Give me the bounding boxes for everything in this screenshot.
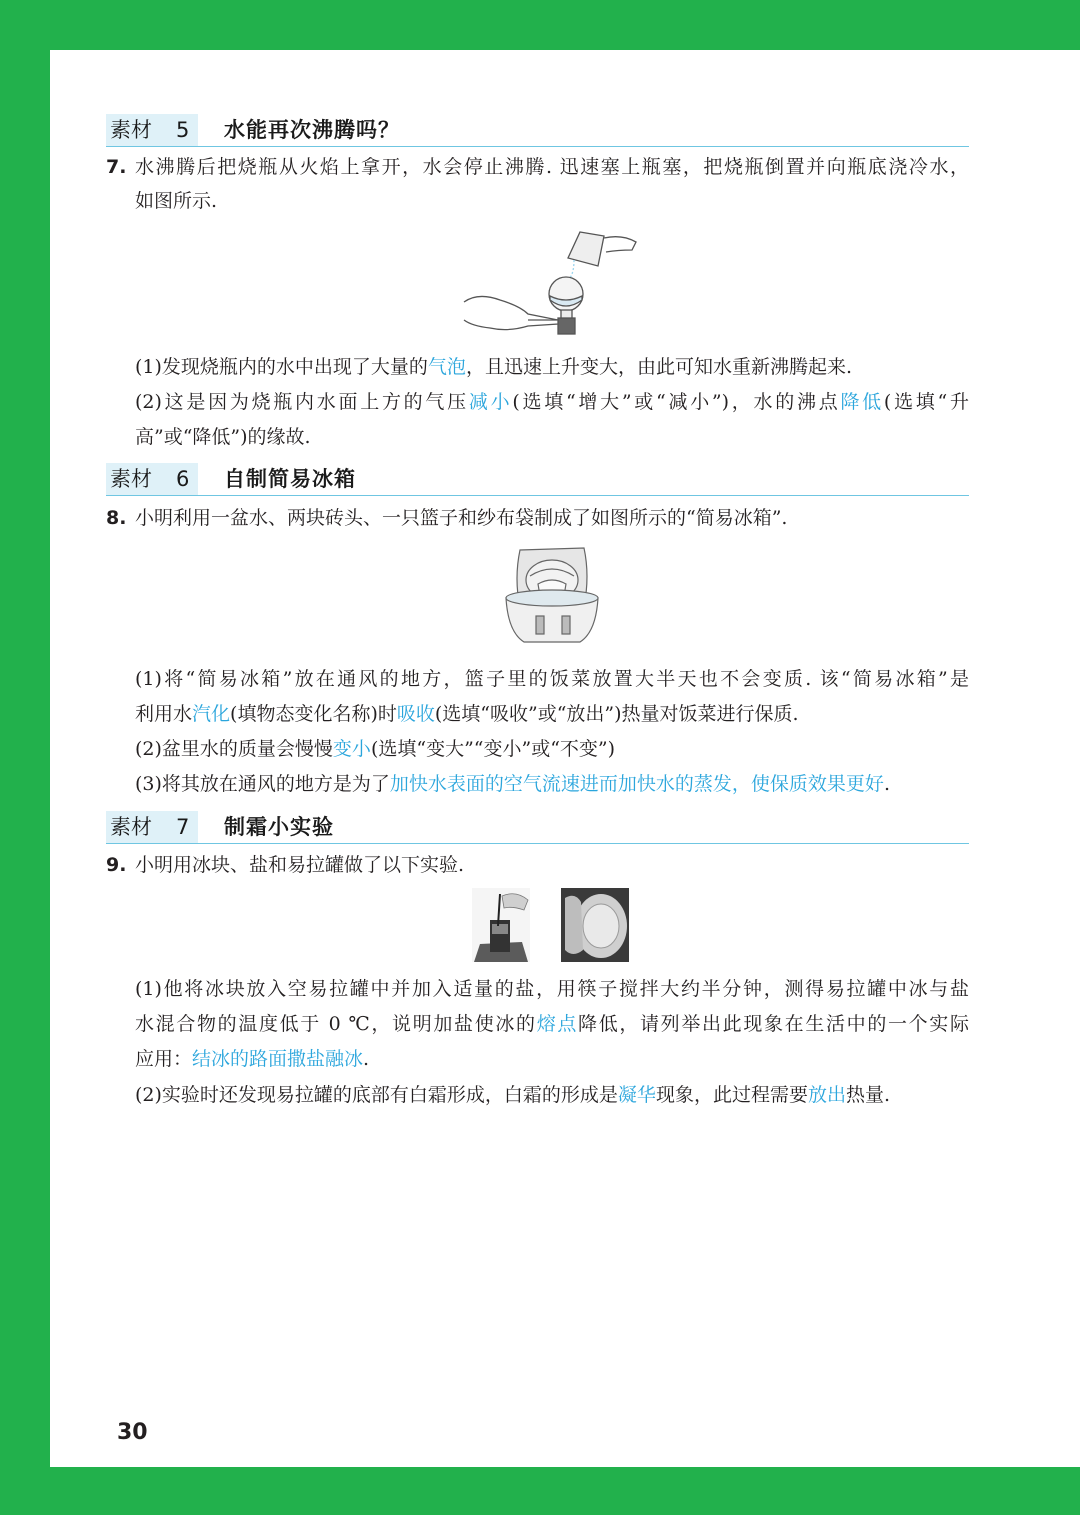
section-tag-number: 7 — [176, 815, 190, 839]
can-stirring-photo — [472, 888, 530, 962]
answer-line: 应用：结冰的路面撒盐融冰. — [135, 1048, 370, 1070]
answer-line: 水混合物的温度低于 0 ℃，说明加盐使冰的熔点降低，请列举出此现象在生活中的一个实际 — [135, 1013, 969, 1035]
section-tag — [106, 811, 198, 843]
filled-answer: 放出 — [807, 1084, 846, 1106]
simple-fridge-figure — [500, 546, 604, 654]
green-frame-top — [0, 0, 1080, 50]
question-number: 8. — [106, 507, 127, 529]
filled-answer: 加快水表面的空气流速进而加快水的蒸发，使保质效果更好 — [389, 773, 884, 795]
answer-line: (2)这是因为烧瓶内水面上方的气压减小(选填“增大”或“减小”)，水的沸点降低(选填“升 — [135, 391, 969, 413]
section-tag-label: 素材 — [110, 467, 152, 491]
filled-answer: 降低 — [840, 391, 884, 413]
section-title: 制霜小实验 — [224, 815, 334, 839]
answer-line: 利用水汽化(填物态变化名称)时吸收(选填“吸收”或“放出”)热量对饭菜进行保质. — [135, 703, 799, 725]
filled-answer: 凝华 — [617, 1084, 656, 1106]
section-tag-label: 素材 — [110, 118, 152, 142]
filled-answer: 汽化 — [192, 703, 231, 725]
section-5-header — [106, 114, 969, 147]
can-frost-photo — [561, 888, 629, 962]
section-title: 自制简易冰箱 — [224, 467, 356, 491]
filled-answer: 减小 — [468, 391, 513, 413]
filled-answer: 熔点 — [536, 1013, 579, 1035]
question-text: 小明利用一盆水、两块砖头、一只篮子和纱布袋制成了如图所示的“简易冰箱”. — [135, 507, 788, 529]
flask-cold-water-figure — [462, 228, 640, 340]
answer-line: (1)他将冰块放入空易拉罐中并加入适量的盐，用筷子搅拌大约半分钟，测得易拉罐中冰与盐 — [135, 978, 969, 1000]
section-tag-number: 6 — [176, 467, 190, 491]
question-text: 水沸腾后把烧瓶从火焰上拿开，水会停止沸腾. 迅速塞上瓶塞，把烧瓶倒置并向瓶底浇冷水， — [135, 156, 969, 178]
page-number: 30 — [117, 1420, 148, 1445]
green-frame-left — [0, 0, 50, 1515]
question-text: 小明用冰块、盐和易拉罐做了以下实验. — [135, 854, 465, 876]
answer-line: (2)实验时还发现易拉罐的底部有白霜形成，白霜的形成是凝华现象，此过程需要放出热量. — [135, 1084, 891, 1106]
question-number: 7. — [106, 156, 127, 178]
answer-line: 高”或“降低”)的缘故. — [135, 426, 311, 448]
section-6-header — [106, 463, 969, 496]
answer-line: (2)盆里水的质量会慢慢变小(选填“变大”“变小”或“不变”) — [135, 738, 616, 760]
question-number: 9. — [106, 854, 127, 876]
green-frame-bottom — [0, 1467, 1080, 1515]
filled-answer: 吸收 — [396, 703, 435, 725]
section-tag — [106, 114, 198, 146]
filled-answer: 气泡 — [427, 356, 466, 378]
section-tag-label: 素材 — [110, 815, 152, 839]
filled-answer: 结冰的路面撒盐融冰 — [192, 1048, 364, 1070]
section-title: 水能再次沸腾吗？ — [224, 118, 400, 142]
answer-line: (1)将“简易冰箱”放在通风的地方，篮子里的饭菜放置大半天也不会变质. 该“简易冰箱”是 — [135, 668, 969, 690]
section-tag-number: 5 — [176, 118, 190, 142]
filled-answer: 变小 — [332, 738, 371, 760]
question-text: 如图所示. — [135, 190, 218, 212]
section-tag — [106, 463, 198, 495]
answer-line: (3)将其放在通风的地方是为了加快水表面的空气流速进而加快水的蒸发，使保质效果更好. — [135, 773, 890, 795]
section-7-header — [106, 811, 969, 844]
answer-line: (1)发现烧瓶内的水中出现了大量的气泡，且迅速上升变大，由此可知水重新沸腾起来. — [135, 356, 852, 378]
